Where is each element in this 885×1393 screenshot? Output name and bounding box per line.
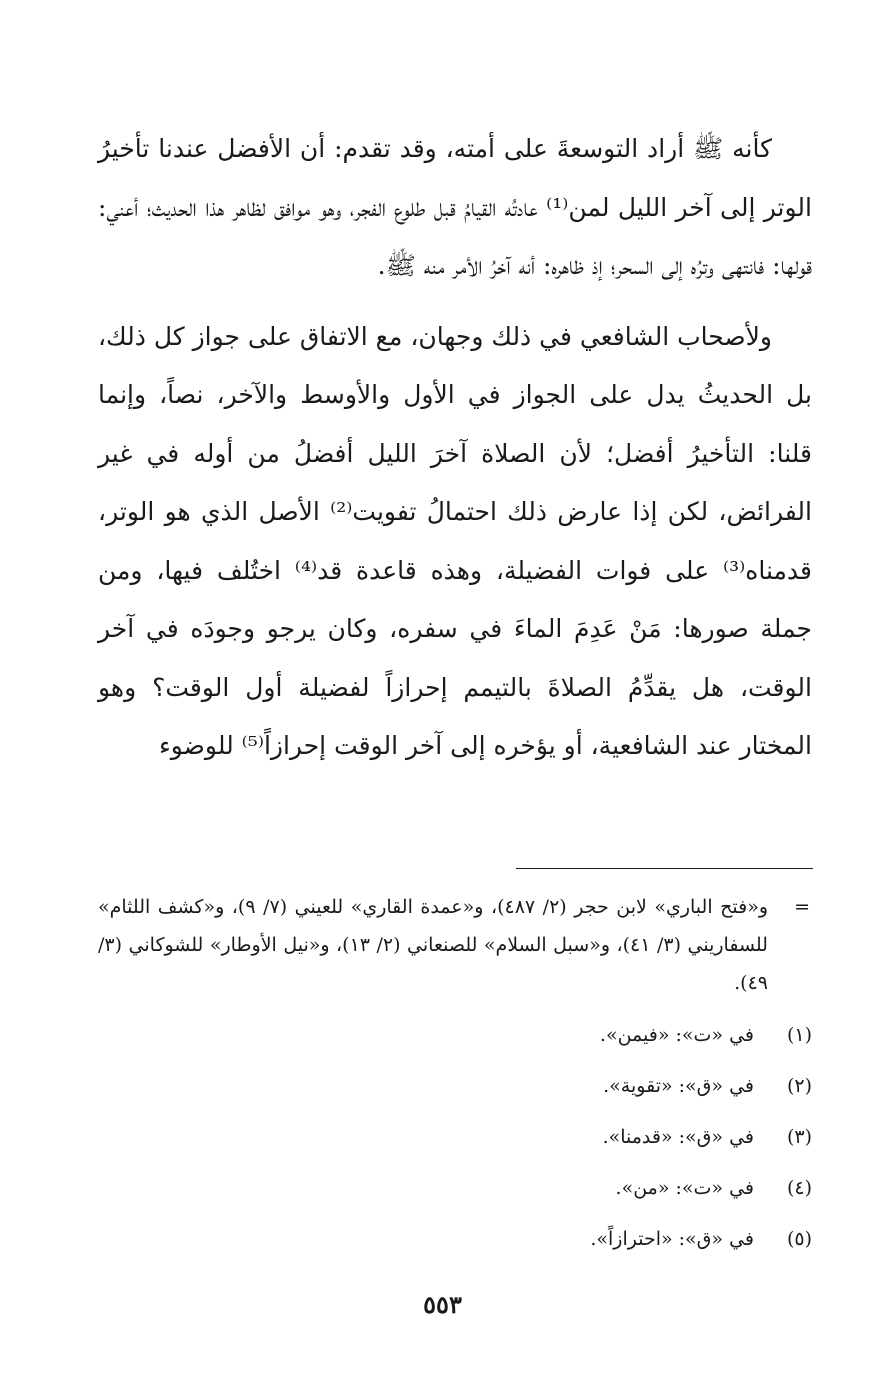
footnote-item: [98, 1010, 812, 1061]
footnote-item: [98, 1061, 812, 1112]
footnote-number: (٣): [786, 1126, 812, 1148]
footnote-separator: [516, 868, 813, 869]
footnote-text: في «ق»: «تقوية».: [603, 1075, 754, 1097]
footnote-number: (٢): [786, 1075, 812, 1097]
paragraph: كأنه ﷺ أراد التوسعةَ على أمته، وقد تقدم: أن الأفضل عندنا تأخيرُ الوتر إلى آخر الليل لمن⁽¹⁾ عادتُه القيامُ قبل طلوع الفجر، وهو موافق لظاهر هذا الحديث؛ أعني: قولها: فانتهى وترُه إلى السحر؛ إذ ظاهره: أنه آخرُ الأمر منه ﷺ.: [98, 134, 812, 280]
footnote-text: في «ق»: «احترازاً».: [590, 1228, 754, 1250]
main-text: [98, 120, 812, 776]
footnote-text: في «ت»: «فيمن».: [599, 1024, 754, 1046]
footnote-number: (٤): [786, 1177, 812, 1199]
footnote-item: [98, 1112, 812, 1163]
footnote-text: في «ت»: «من».: [615, 1177, 754, 1199]
footnote-continuation: [98, 888, 812, 1002]
footnote-item: [98, 1214, 812, 1265]
footnote-text: في «ق»: «قدمنا».: [602, 1126, 754, 1148]
footnote-item: [98, 1163, 812, 1214]
paragraph: ولأصحاب الشافعي في ذلك وجهان، مع الاتفاق على جواز كل ذلك، بل الحديثُ يدل على الجواز في الأول والأوسط والآخر، نصاً، وإنما قلنا: التأخيرُ أفضل؛ لأن الصلاة آخرَ الليل أفضلُ من أوله في غير الفرائض، لكن إذا عارض ذلك احتمالُ تفويت⁽²⁾ الأصل الذي هو الوتر، قدمناه⁽³⁾ على فوات الفضيلة، وهذه قاعدة قد⁽⁴⁾ اختُلف فيها، ومن جملة صورها: مَنْ عَدِمَ الماءَ في سفره، وكان يرجو وجودَه في آخر الوقت، هل يقدِّمُ الصلاةَ بالتيمم إحرازاً لفضيلة أول الوقت؟ وهو المختار عند الشافعية، أو يؤخره إلى آخر الوقت إحرازاً⁽⁵⁾ للوضوء: [97, 321, 812, 760]
continuation-text: و«فتح الباري» لابن حجر (٢/ ٤٨٧)، و«عمدة القاري» للعيني (٧/ ٩)، و«كشف اللثام» للسفاريني (٣/ ٤١)، و«سبل السلام» للصنعاني (٢/ ١٣)، و«نيل الأوطار» للشوكاني (٣/ ٤٩).: [98, 896, 769, 994]
footnotes: [98, 888, 812, 1265]
page-number: ٥٥٣: [423, 1290, 462, 1319]
footnote-number: (٥): [786, 1228, 812, 1250]
footnote-number: (١): [786, 1024, 812, 1046]
continuation-marker: =: [794, 896, 810, 918]
